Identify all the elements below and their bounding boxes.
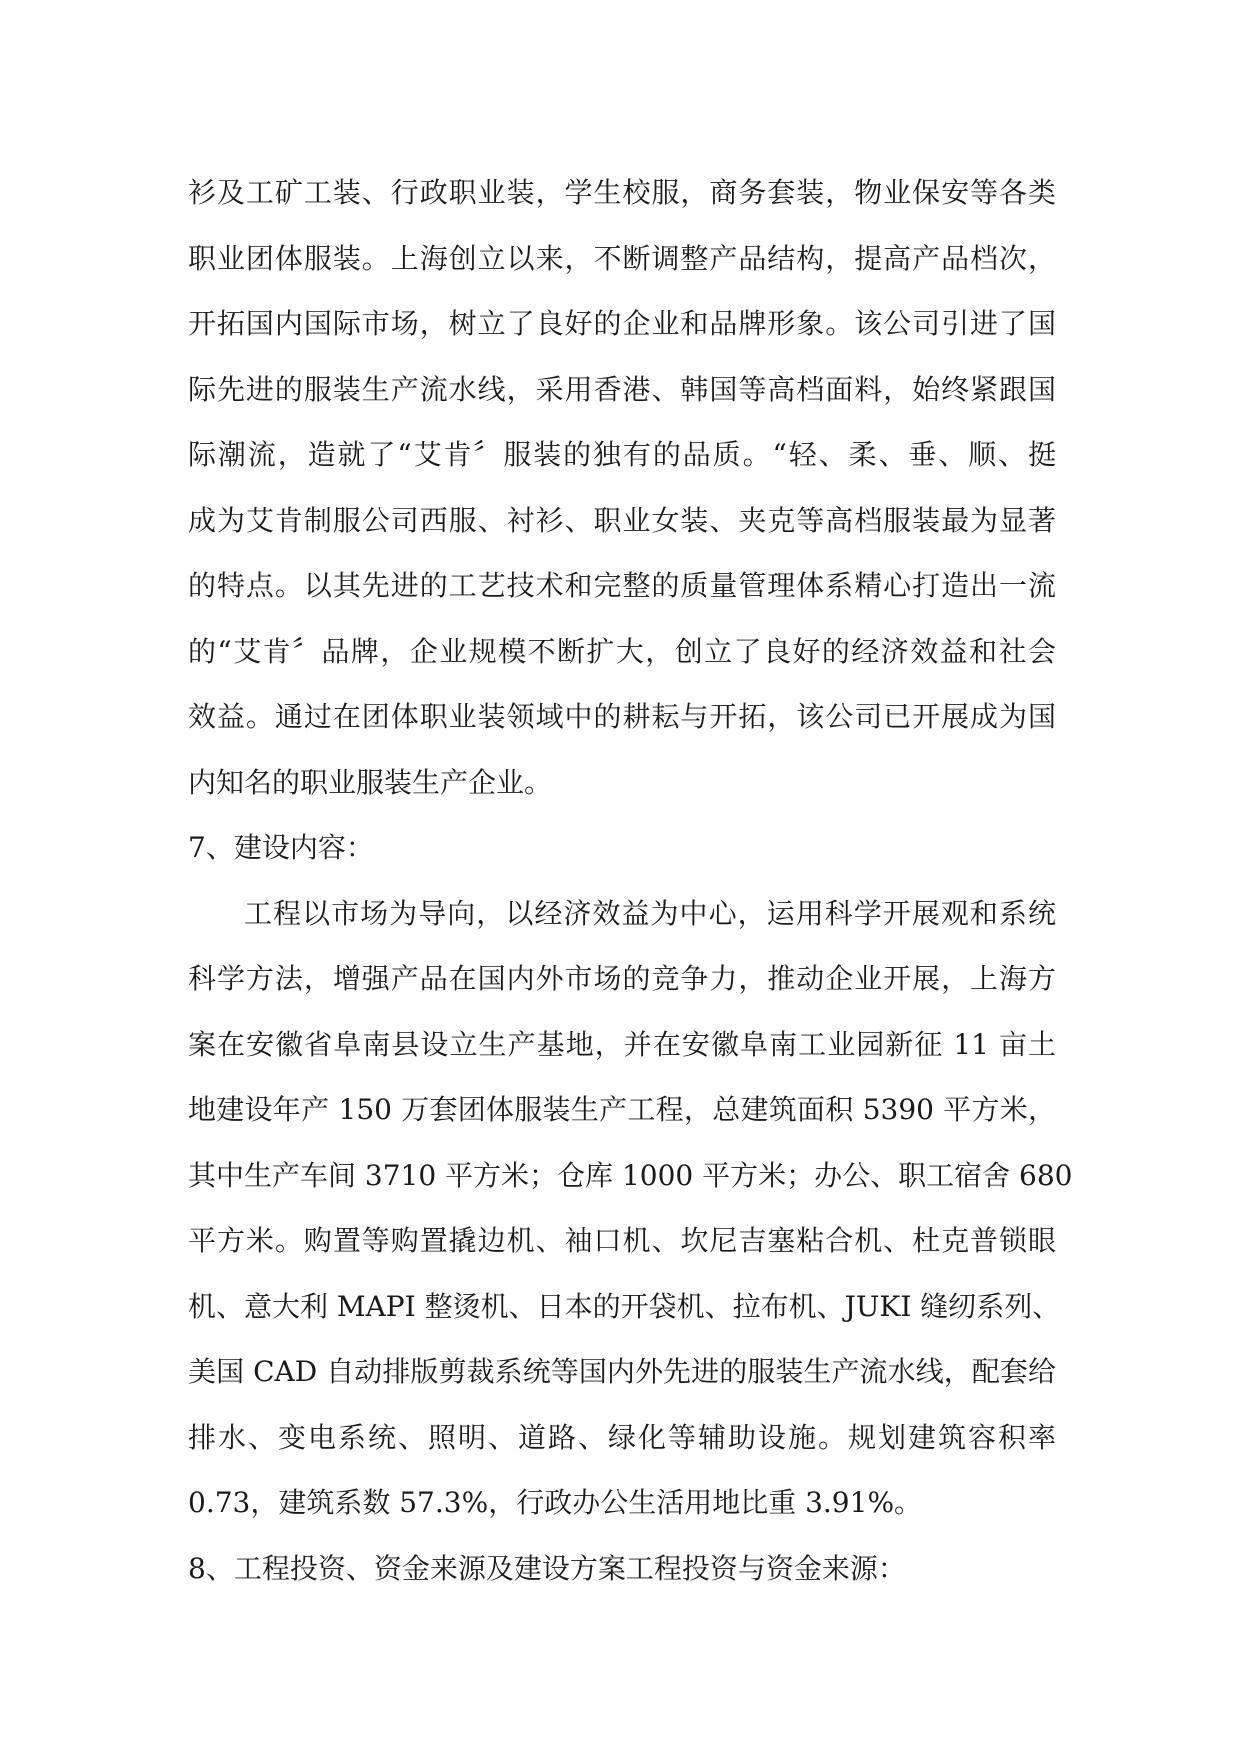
text-line: 案在安徽省阜南县设立生产基地，并在安徽阜南工业园新征 11 亩土	[188, 1027, 1056, 1061]
text-line: 科学方法，增强产品在国内外市场的竞争力，推动企业开展，上海方	[188, 962, 1056, 995]
paragraph-company-profile	[188, 160, 1056, 815]
text-line: 职业团体服装。上海创立以来，不断调整产品结构，提高产品档次，	[188, 241, 1056, 275]
text-line: 内知名的职业服装生产企业。	[188, 765, 553, 799]
text-line: 其中生产车间 3710 平方米；仓库 1000 平方米；办公、职工宿舍 680	[188, 1158, 1073, 1192]
text-line: 排水、变电系统、照明、道路、绿化等辅助设施。规划建筑容积率	[188, 1420, 1056, 1454]
text-line: 美国 CAD 自动排版剪裁系统等国内外先进的服装生产流水线，配套给	[188, 1355, 1056, 1388]
text-line: 开拓国内国际市场，树立了良好的企业和品牌形象。该公司引进了国	[188, 307, 1056, 340]
document-body	[188, 160, 1073, 1601]
section-heading-construction: 7、建设内容：	[188, 831, 374, 864]
text-line: 际先进的服装生产流水线，采用香港、韩国等高档面料，始终紧跟国	[188, 372, 1056, 406]
text-line: 的特点。以其先进的工艺技术和完整的质量管理体系精心打造出一流	[188, 569, 1056, 602]
section-heading-investment: 8、工程投资、资金来源及建设方案工程投资与资金来源：	[188, 1551, 906, 1585]
text-line: 衫及工矿工装、行政职业装，学生校服，商务套装，物业保安等各类	[188, 176, 1056, 209]
text-line: 地建设年产 150 万套团体服装生产工程，总建筑面积 5390 平方米，	[188, 1093, 1056, 1126]
text-line: 的“艾肯〞品牌，企业规模不断扩大，创立了良好的经济效益和社会	[188, 634, 1056, 668]
paragraph-construction-content	[188, 881, 1073, 1536]
text-line: 成为艾肯制服公司西服、衬衫、职业女装、夹克等高档服装最为显著	[188, 503, 1056, 537]
text-line: 机、意大利 MAPI 整烫机、日本的开袋机、拉布机、JUKI 缝纫系列、	[188, 1289, 1061, 1323]
text-line: 效益。通过在团体职业装领域中的耕耘与开拓，该公司已开展成为国	[188, 700, 1056, 733]
text-line: 际潮流，造就了“艾肯〞服装的独有的品质。“轻、柔、垂、顺、挺	[188, 438, 1056, 471]
text-line: 工程以市场为导向，以经济效益为中心，运用科学开展观和系统	[244, 896, 1056, 930]
text-line: 0.73，建筑系数 57.3%，行政办公生活用地比重 3.91%。	[188, 1486, 923, 1519]
text-line: 平方米。购置等购置撬边机、袖口机、坎尼吉塞粘合机、杜克普锁眼	[188, 1224, 1056, 1257]
